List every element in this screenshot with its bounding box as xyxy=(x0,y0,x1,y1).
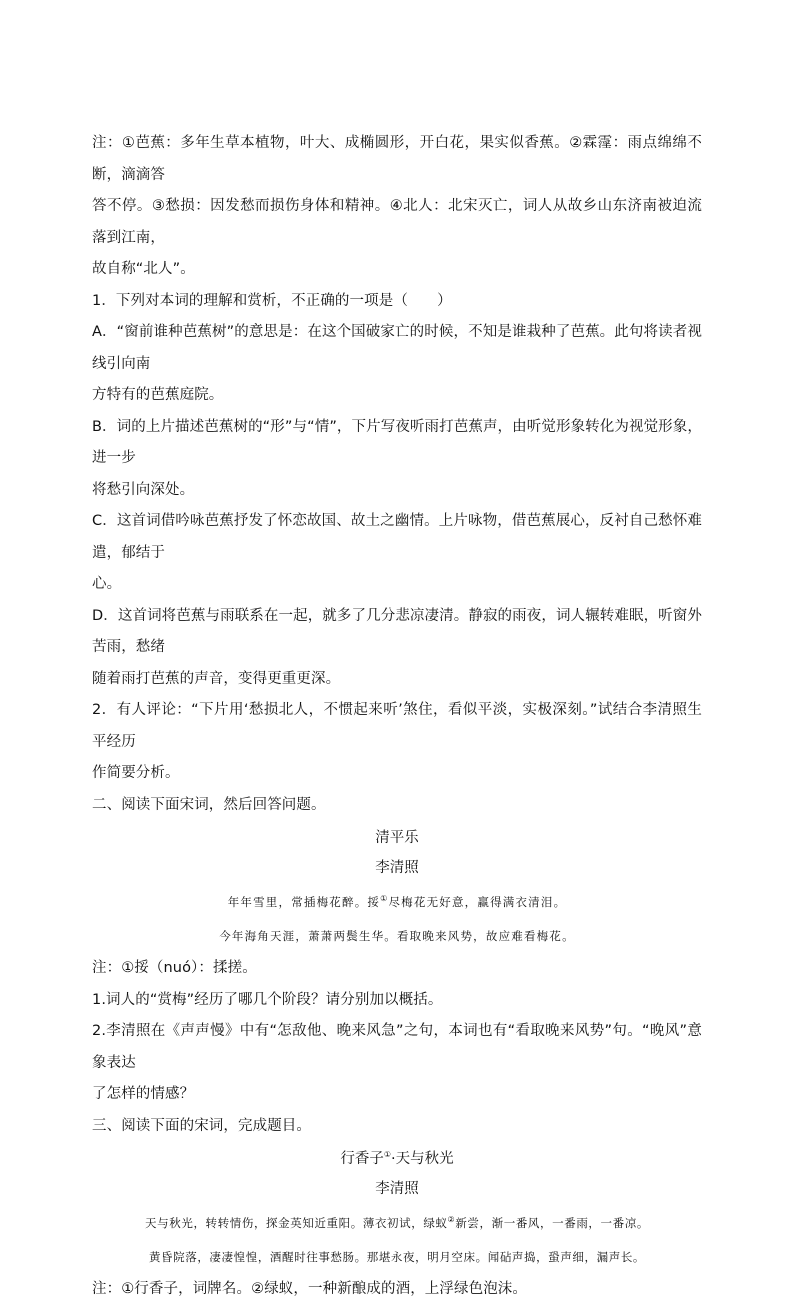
option-b-line: 将愁引向深处。 xyxy=(92,481,195,498)
poem-title-text: 行香子 xyxy=(340,1151,384,1167)
option-c-line: 心。 xyxy=(92,576,122,592)
poem-verse: 黄昏院落，凄凄惶惶，酒醒时往事愁肠。那堪永夜，明月空床。闻砧声捣，蛩声细，漏声长。 xyxy=(148,1250,646,1264)
poem-verse: 今年海角天涯，萧萧两鬓生华。看取晚来风势，故应难看梅花。 xyxy=(219,929,575,943)
verse-text: 尽梅花无好意，赢得满衣清泪。 xyxy=(388,895,567,909)
question-line: 了怎样的情感？ xyxy=(92,1086,195,1102)
question-2 xyxy=(92,695,702,790)
verse-text: 年年雪里，常插梅花醉。挼 xyxy=(227,895,381,909)
poem-verse xyxy=(92,1206,702,1240)
poem-note: 注：①挼（nuó）：揉搓。 xyxy=(92,960,257,976)
question-1 xyxy=(92,286,702,696)
poem-title: 清平乐 xyxy=(375,830,419,846)
footnote-marker: ① xyxy=(383,1150,392,1160)
note-line: 答不停。③愁损：因发愁而损伤身体和精神。④北人：北宋灭亡，词人从故乡山东济南被迫流落到江南， xyxy=(92,198,702,246)
poem-verse xyxy=(92,885,702,919)
question-line: 2.李清照在《声声慢》中有“怎敌他、晚来风急”之句，本词也有“看取晚来风势”句。“晚风”意象表达 xyxy=(92,1023,702,1071)
section-heading: 三、阅读下面的宋词，完成题目。 xyxy=(92,1117,311,1134)
option-d-line: 随着雨打芭蕉的声音，变得更重更深。 xyxy=(92,670,341,687)
footnote-marker: ② xyxy=(447,1215,456,1225)
question-stem: 1．下列对本词的理解和赏析，不正确的一项是（ ） xyxy=(92,292,452,309)
question-line: 2．有人评论：“下片用‘愁损北人，不惯起来听’煞住，看似平淡，实极深刻。”试结合李清照生平经历 xyxy=(92,702,702,750)
section-3 xyxy=(92,1111,702,1306)
section-2 xyxy=(92,790,702,1111)
section-heading: 二、阅读下面宋词，然后回答问题。 xyxy=(92,796,326,813)
verse-text: 新尝，渐一番风，一番雨，一番凉。 xyxy=(455,1216,649,1230)
note-line: 故自称“北人”。 xyxy=(92,261,195,277)
option-a-line: A．“窗前谁种芭蕉树”的意思是：在这个国破家亡的时候，不知是谁栽种了芭蕉。此句将读者视线引向南 xyxy=(92,324,702,372)
note-line: 注：①芭蕉：多年生草本植物，叶大、成椭圆形，开白花，果实似香蕉。②霖霪：雨点绵绵不断，滴滴答 xyxy=(92,135,702,183)
option-c-line: C．这首词借吟咏芭蕉抒发了怀恋故国、故土之幽情。上片咏物，借芭蕉展心，反衬自己愁怀难遣，郁结于 xyxy=(92,513,702,561)
option-a-line: 方特有的芭蕉庭院。 xyxy=(92,387,224,403)
question-line: 作简要分析。 xyxy=(92,765,180,781)
poem-author: 李清照 xyxy=(375,1181,419,1197)
option-b-line: B．词的上片描述芭蕉树的“形”与“情”，下片写夜听雨打芭蕉声，由听觉形象转化为视觉形象，进一步 xyxy=(92,418,702,466)
option-d-line: D．这首词将芭蕉与雨联系在一起，就多了几分悲凉凄清。静寂的雨夜，词人辗转难眠，听窗外苦雨，愁绪 xyxy=(92,607,702,655)
question-line: 1.词人的“赏梅”经历了哪几个阶段？请分别加以概括。 xyxy=(92,991,443,1008)
poem-title-text: ·天与秋光 xyxy=(391,1151,454,1167)
footnote-marker: ① xyxy=(380,894,389,904)
poem-author: 李清照 xyxy=(375,860,419,876)
poem-title xyxy=(92,1144,702,1174)
verse-text: 天与秋光，转转情伤，探金英知近重阳。薄衣初试，绿蚁 xyxy=(145,1216,448,1230)
notes-section-1 xyxy=(92,128,702,286)
poem-note: 注：①行香子，词牌名。②绿蚁，一种新酿成的酒，上浮绿色泡沫。 xyxy=(92,1281,527,1297)
